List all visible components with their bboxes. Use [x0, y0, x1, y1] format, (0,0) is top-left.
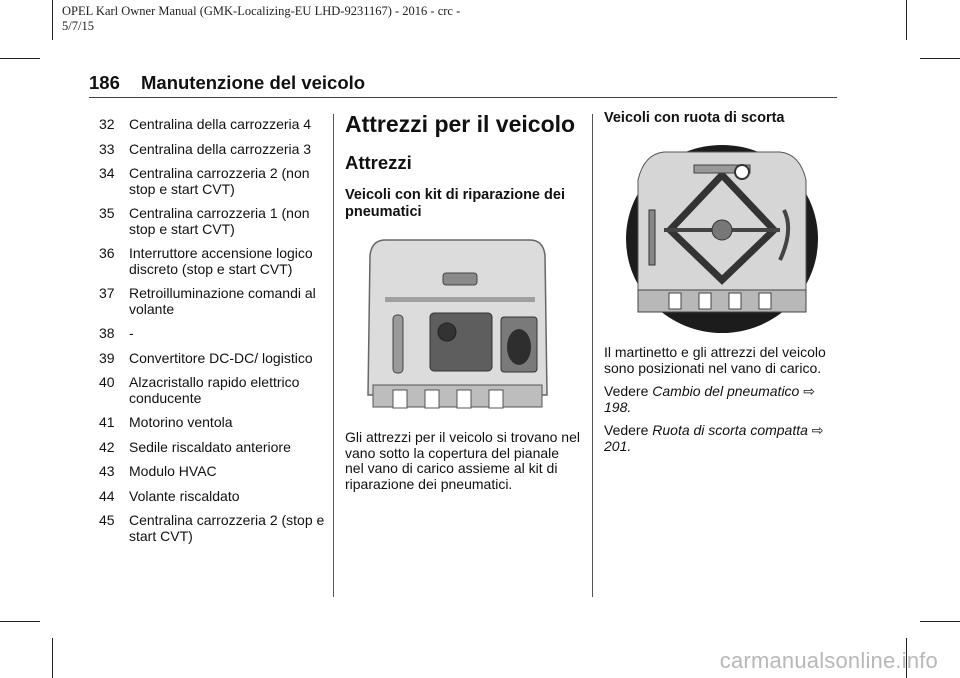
item-number: 33	[99, 140, 115, 157]
page-number: 186	[89, 72, 120, 93]
list-item	[99, 489, 325, 505]
section-heading: Attrezzi per il veicolo	[345, 111, 576, 137]
item-text: Retroilluminazione comandi al volante	[129, 285, 316, 317]
meta-line-2: 5/7/15	[62, 19, 94, 33]
item-text: Volante riscaldato	[129, 487, 240, 504]
document-meta	[62, 4, 460, 34]
meta-line-1: OPEL Karl Owner Manual (GMK-Localizing-EU LHD-9231167) - 2016 - crc -	[62, 4, 461, 18]
list-item	[99, 142, 325, 158]
item-number: 43	[99, 463, 115, 479]
item-text: Centralina carrozzeria 2 (stop e start CVT)	[129, 512, 325, 544]
list-item	[99, 375, 325, 406]
item-number: 35	[99, 205, 115, 221]
repair-kit-heading: Veicoli con kit di riparazione dei pneumatici	[345, 187, 565, 220]
page-ref-arrow-icon: ⇨	[811, 422, 824, 438]
crop-mark	[0, 58, 40, 59]
item-number: 34	[99, 165, 115, 181]
fuse-list	[99, 117, 325, 553]
heading-rule	[89, 97, 837, 98]
list-item	[99, 464, 325, 480]
item-text: Interruttore accensione logico discreto (stop e start CVT)	[129, 245, 313, 277]
list-item	[99, 166, 325, 197]
list-item	[99, 351, 325, 367]
list-item	[99, 440, 325, 456]
tool-tray-illustration	[365, 235, 550, 415]
tools-column	[345, 110, 583, 221]
item-number: 41	[99, 414, 115, 430]
tools-paragraph: Gli attrezzi per il veicolo si trovano nel vano sotto la copertura del pianale nel vano di carico assieme al kit di riparazione dei pneumatici.	[345, 429, 580, 492]
item-number: 44	[99, 487, 115, 504]
item-text: -	[129, 325, 134, 341]
crop-mark	[52, 638, 53, 678]
cross-reference-tyre-change[interactable]: Vedere Cambio del pneumatico ⇨ 198.	[604, 383, 815, 415]
cross-reference-compact-spare[interactable]: Vedere Ruota di scorta compatta ⇨ 201.	[604, 422, 824, 454]
item-number: 36	[99, 245, 115, 261]
item-text: Centralina carrozzeria 1 (non stop e start CVT)	[129, 205, 310, 237]
item-text: Alzacristallo rapido elettrico conducente	[129, 374, 300, 406]
column-divider	[333, 114, 334, 597]
page-ref-arrow-icon: ⇨	[803, 383, 815, 399]
spare-wheel-column	[604, 110, 834, 127]
item-text: Convertitore DC-DC/ logistico	[129, 349, 313, 366]
list-item	[99, 117, 325, 133]
sub-heading: Attrezzi	[345, 152, 412, 173]
list-item	[99, 513, 325, 544]
list-item	[99, 206, 325, 237]
crop-mark	[906, 0, 907, 40]
item-number: 42	[99, 438, 115, 455]
item-text: Centralina della carrozzeria 3	[129, 140, 312, 157]
column-divider	[592, 114, 593, 597]
item-number: 32	[99, 116, 115, 132]
item-number: 38	[99, 325, 115, 341]
list-item	[99, 246, 325, 277]
item-number: 39	[99, 349, 115, 366]
crop-mark	[920, 58, 960, 59]
list-item	[99, 286, 325, 317]
item-number: 45	[99, 512, 115, 528]
crop-mark	[52, 0, 53, 40]
crop-mark	[920, 621, 960, 622]
item-text: Sedile riscaldato anteriore	[129, 438, 291, 455]
page-heading	[89, 72, 365, 94]
item-text: Centralina della carrozzeria 4	[129, 116, 312, 132]
spare-wheel-heading: Veicoli con ruota di scorta	[604, 110, 785, 126]
spare-wheel-text: Il martinetto e gli attrezzi del veicolo sono posizionati nel vano di carico. Vedere Cambio del pneumatico ⇨ 198. Vedere Ruota di scorta compatta ⇨ 201.	[604, 345, 834, 462]
crop-mark	[0, 621, 40, 622]
spare-wheel-jack-illustration	[624, 140, 820, 338]
list-item	[99, 326, 325, 342]
item-number: 40	[99, 374, 115, 390]
section-title: Manutenzione del veicolo	[141, 72, 366, 93]
list-item	[99, 415, 325, 431]
item-text: Motorino ventola	[129, 414, 233, 430]
watermark: carmanualsonline.info	[719, 648, 938, 673]
item-number: 37	[99, 285, 115, 301]
item-text: Centralina carrozzeria 2 (non stop e start CVT)	[129, 165, 310, 197]
item-text: Modulo HVAC	[129, 463, 217, 479]
